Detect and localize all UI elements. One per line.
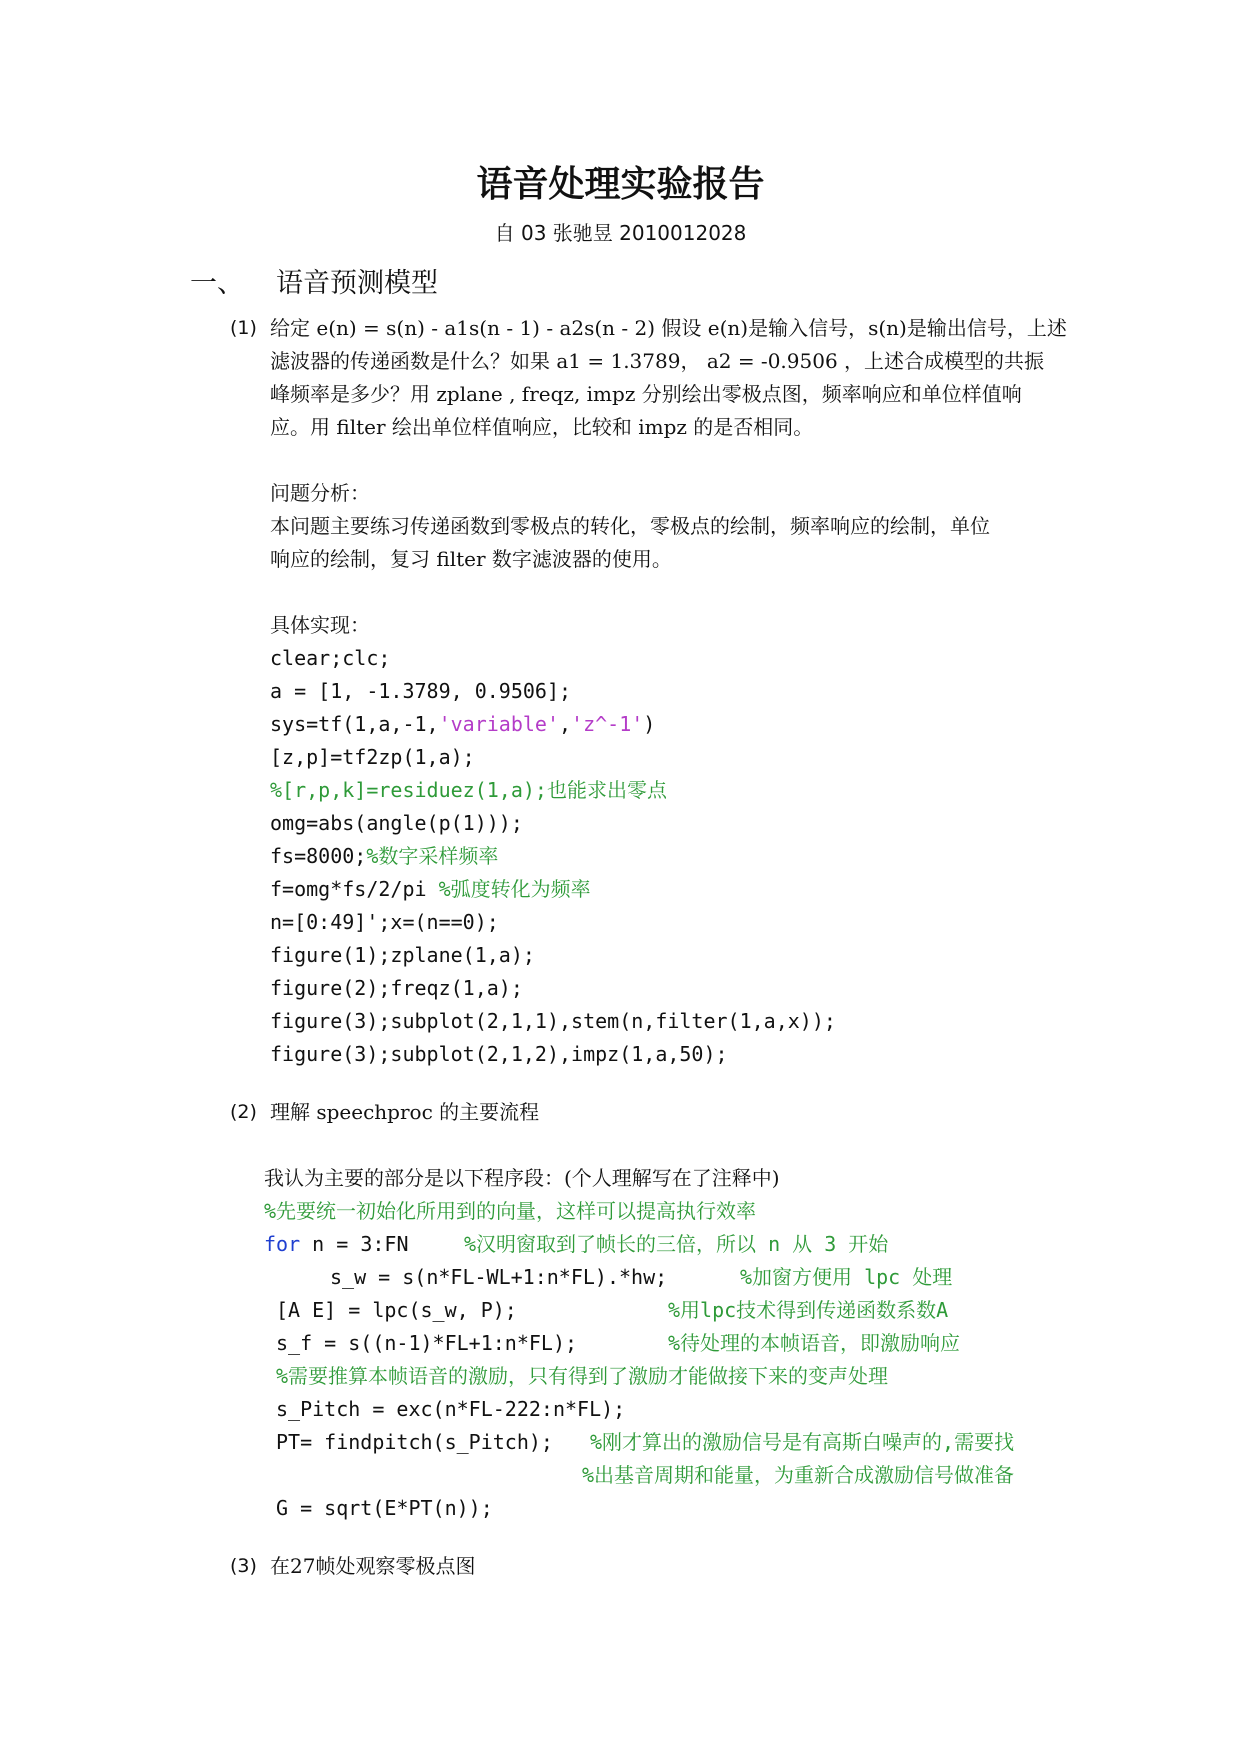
code-keyword: for bbox=[264, 1232, 301, 1256]
code-line bbox=[264, 1228, 409, 1261]
implementation-label: 具体实现： bbox=[270, 613, 370, 637]
code-token: f=omg*fs/2/pi bbox=[270, 877, 439, 901]
question-1-line: 滤波器的传递函数是什么？如果 a1 = 1.3789， a2 = -0.9506 ，上述合成模型的共振 bbox=[270, 349, 1045, 373]
code-token: fs=8000; bbox=[270, 844, 367, 868]
code-line: PT= findpitch(s_Pitch); bbox=[276, 1430, 553, 1454]
code-string: 'variable' bbox=[438, 712, 559, 736]
code-token: , bbox=[559, 712, 572, 736]
code-line: figure(2);freqz(1,a); bbox=[270, 976, 523, 1000]
question-2-intro: 我认为主要的部分是以下程序段：(个人理解写在了注释中) bbox=[264, 1166, 780, 1190]
code-line: n=[0:49]';x=(n==0); bbox=[270, 910, 499, 934]
code-token: n = 3:FN bbox=[300, 1232, 409, 1256]
question-2-text: 理解 speechproc 的主要流程 bbox=[270, 1100, 540, 1124]
question-1-line: 应。用 filter 绘出单位样值响应，比较和 impz 的是否相同。 bbox=[270, 415, 814, 439]
code-line: s_f = s((n-1)*FL+1:n*FL); bbox=[276, 1331, 578, 1355]
section-number: 一、 bbox=[190, 268, 244, 299]
question-1-line: 给定 e(n) = s(n) - a1s(n - 1) - a2s(n - 2) 假设 e(n)是输入信号，s(n)是输出信号，上述 bbox=[270, 316, 1067, 340]
analysis-line: 响应的绘制，复习 filter 数字滤波器的使用。 bbox=[270, 547, 672, 571]
section-title: 语音预测模型 bbox=[276, 268, 438, 299]
question-3-text: 在27帧处观察零极点图 bbox=[270, 1554, 476, 1578]
code-comment: %刚才算出的激励信号是有高斯白噪声的,需要找 bbox=[590, 1430, 1015, 1454]
code-line: clear;clc; bbox=[270, 646, 391, 670]
code-comment: %先要统一初始化所用到的向量，这样可以提高执行效率 bbox=[264, 1199, 757, 1223]
question-2-number: (2) bbox=[230, 1101, 257, 1123]
code-comment: %用lpc技术得到传递函数系数A bbox=[668, 1298, 949, 1322]
code-comment: %数字采样频率 bbox=[366, 844, 499, 868]
code-comment: %[r,p,k]=residuez(1,a);也能求出零点 bbox=[270, 778, 667, 802]
code-line bbox=[270, 840, 498, 873]
document-title: 语音处理实验报告 bbox=[476, 163, 765, 205]
code-line: figure(1);zplane(1,a); bbox=[270, 943, 535, 967]
code-line: [A E] = lpc(s_w, P); bbox=[276, 1298, 517, 1322]
question-1-line: 峰频率是多少？用 zplane , freqz, impz 分别绘出零极点图，频率响应和单位样值响 bbox=[270, 382, 1022, 406]
code-comment: %需要推算本帧语音的激励，只有得到了激励才能做接下来的变声处理 bbox=[276, 1364, 889, 1388]
analysis-line: 本问题主要练习传递函数到零极点的转化，零极点的绘制，频率响应的绘制，单位 bbox=[270, 514, 990, 538]
code-string: 'z^-1' bbox=[571, 712, 644, 736]
code-comment: %待处理的本帧语音，即激励响应 bbox=[668, 1331, 961, 1355]
author-line: 自 03 张驰昱 2010012028 bbox=[494, 221, 747, 245]
code-line: a = [1, -1.3789, 0.9506]; bbox=[270, 679, 572, 703]
analysis-label: 问题分析： bbox=[270, 481, 370, 505]
code-line: [z,p]=tf2zp(1,a); bbox=[270, 745, 475, 769]
code-comment: %加窗方便用 lpc 处理 bbox=[740, 1265, 953, 1289]
code-line: figure(3);subplot(2,1,2),impz(1,a,50); bbox=[270, 1042, 728, 1066]
code-comment: %出基音周期和能量，为重新合成激励信号做准备 bbox=[582, 1463, 1015, 1487]
code-line: figure(3);subplot(2,1,1),stem(n,filter(1,a,x)); bbox=[270, 1009, 836, 1033]
code-line bbox=[270, 873, 591, 906]
code-line: s_Pitch = exc(n*FL-222:n*FL); bbox=[276, 1397, 626, 1421]
question-1-number: (1) bbox=[230, 317, 257, 339]
code-token: ) bbox=[643, 712, 656, 736]
question-3-number: (3) bbox=[230, 1555, 257, 1577]
code-line: omg=abs(angle(p(1))); bbox=[270, 811, 523, 835]
code-comment: %弧度转化为频率 bbox=[438, 877, 591, 901]
code-line: s_w = s(n*FL-WL+1:n*FL).*hw; bbox=[330, 1265, 668, 1289]
code-line: G = sqrt(E*PT(n)); bbox=[276, 1496, 493, 1520]
code-line bbox=[270, 708, 655, 741]
code-token: sys=tf(1,a,-1, bbox=[270, 712, 439, 736]
code-comment: %汉明窗取到了帧长的三倍，所以 n 从 3 开始 bbox=[464, 1232, 889, 1256]
